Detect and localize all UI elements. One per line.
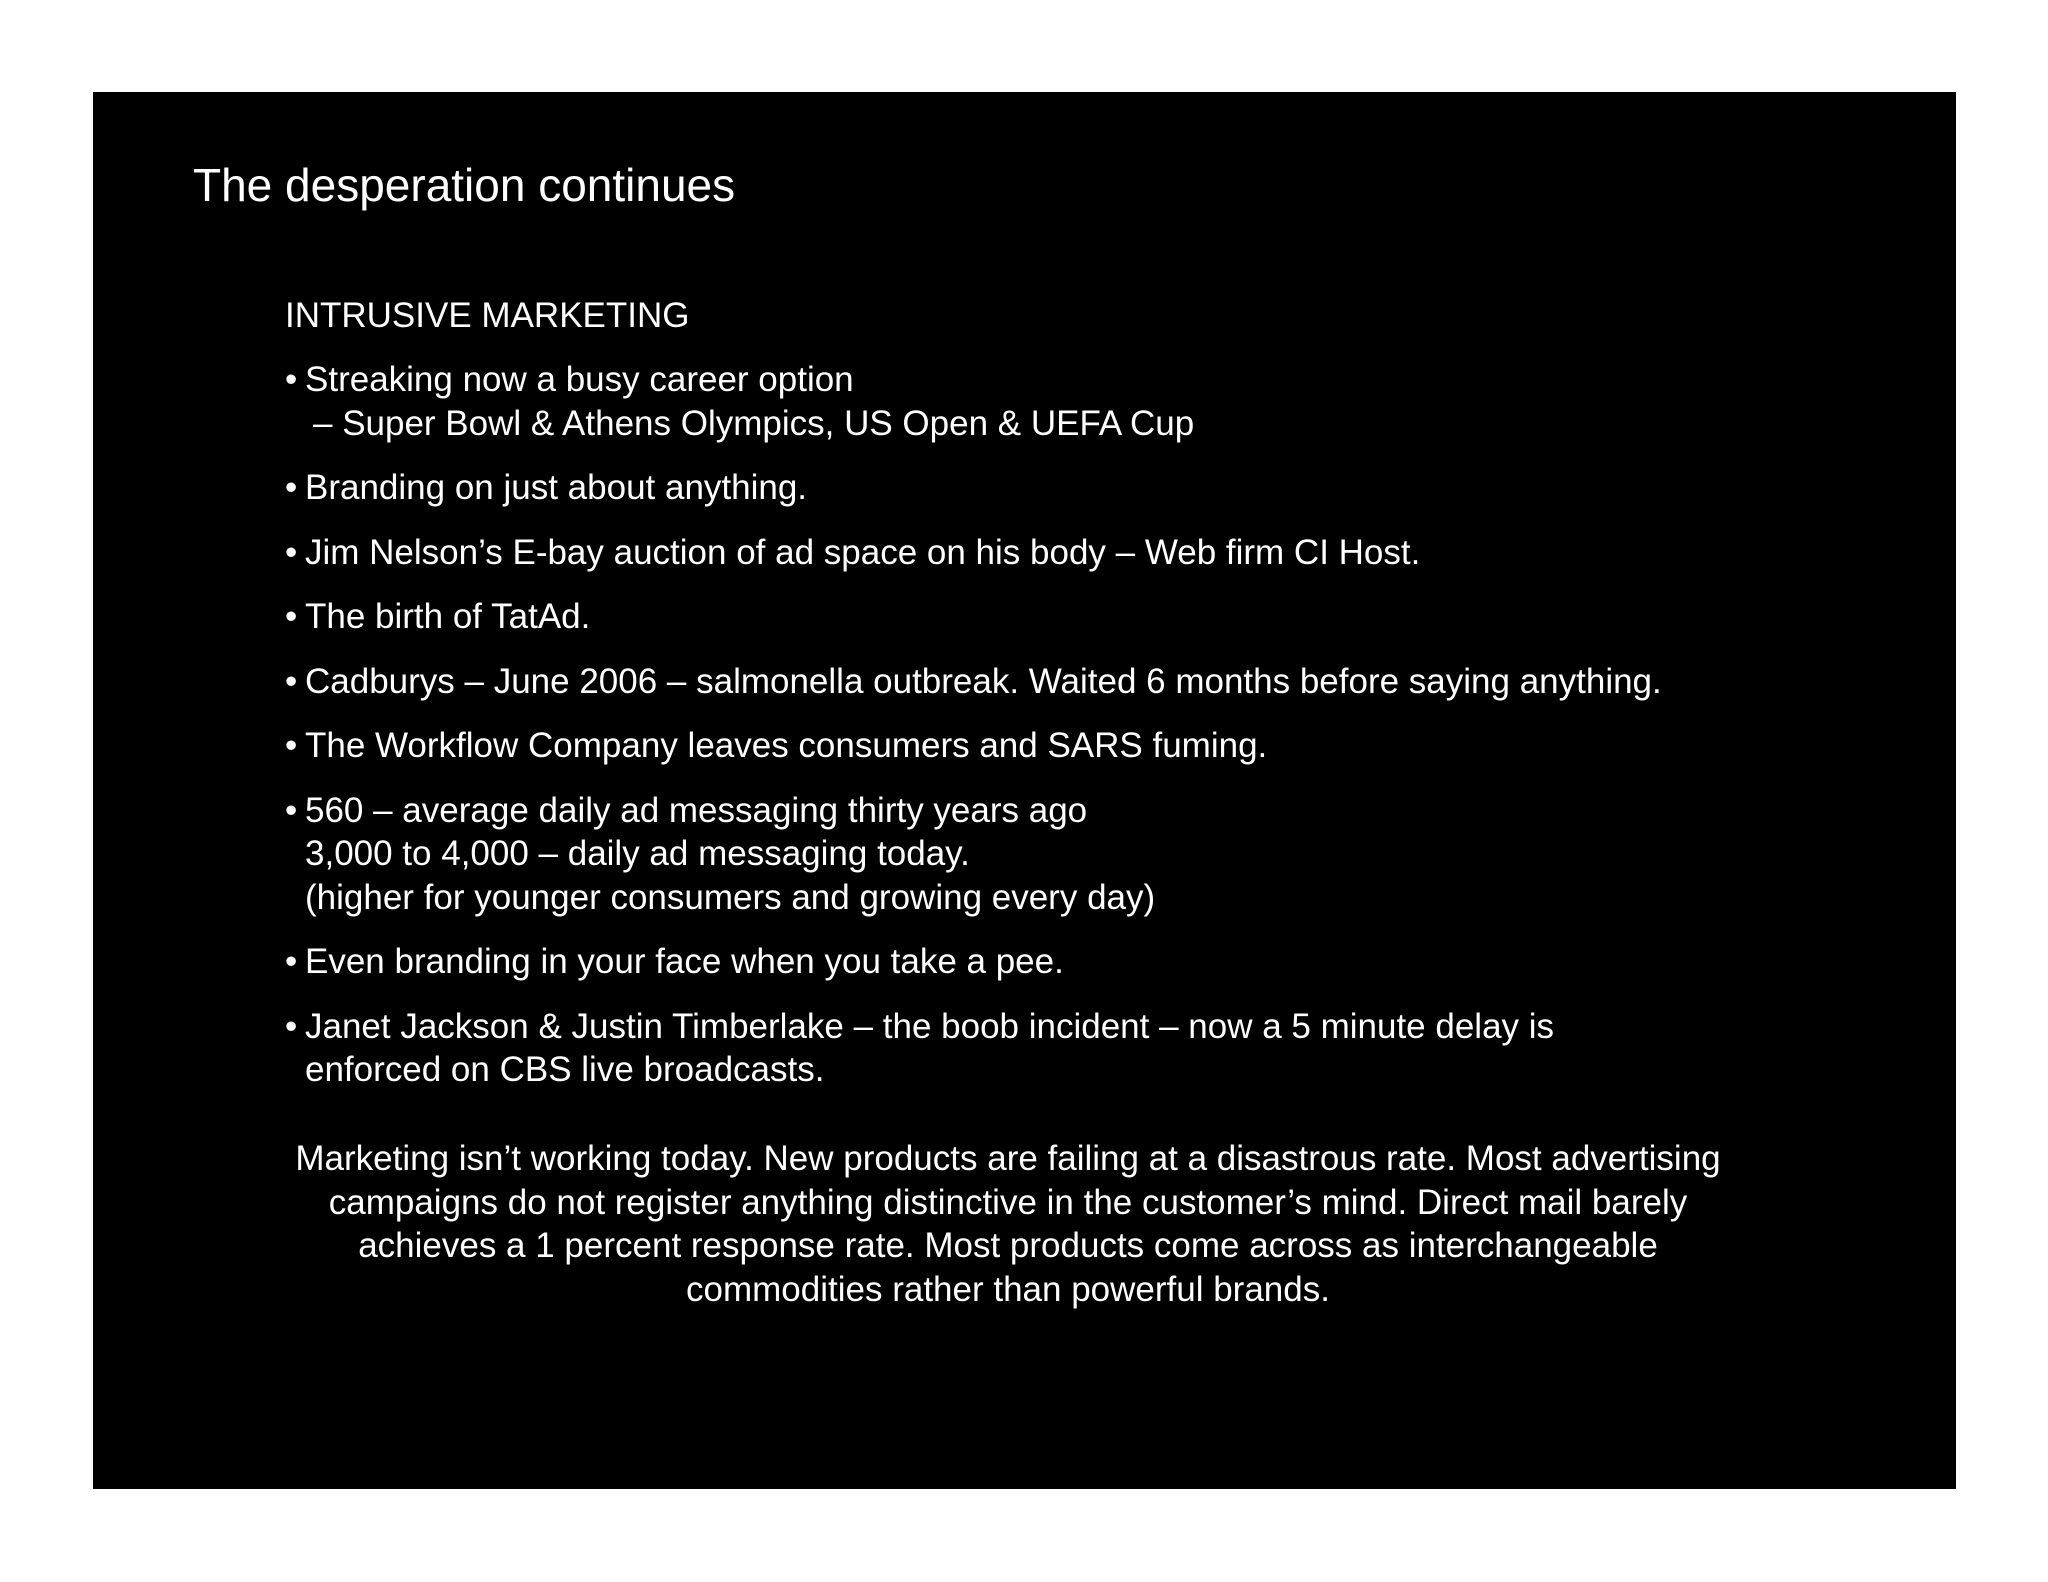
bullet-subtext: – Super Bowl & Athens Olympics, US Open & UEFA Cup (313, 403, 1195, 443)
bullet-item (285, 1005, 1662, 1092)
bullet-text: 560 – average daily ad messaging thirty years ago (305, 790, 1088, 830)
bullet-text: The Workflow Company leaves consumers and SARS fuming. (305, 726, 1268, 765)
section-heading: INTRUSIVE MARKETING (285, 296, 690, 335)
bullet-text: Even branding in your face when you take a pee. (305, 942, 1064, 981)
bullet-marker: • (285, 1006, 298, 1046)
bullet-marker: • (285, 468, 298, 507)
slide (93, 92, 1956, 1489)
closing-line: campaigns do not register anything distinctive in the customer’s mind. Direct mail barely (328, 1182, 1688, 1222)
bullet-item (285, 531, 1662, 575)
bullet-item (285, 789, 1662, 920)
bullet-text: Streaking now a busy career option (305, 360, 854, 399)
closing-line: achieves a 1 percent response rate. Most products come across as interchangeable (358, 1226, 1658, 1265)
bullet-item (285, 358, 1662, 445)
bullet-marker: • (285, 726, 298, 765)
bullet-text: The birth of TatAd. (305, 597, 591, 636)
bullet-text-continued: 3,000 to 4,000 – daily ad messaging today. (305, 834, 970, 873)
bullet-marker: • (285, 360, 298, 399)
bullet-item (285, 724, 1662, 768)
bullet-text: Janet Jackson & Justin Timberlake – the boob incident – now a 5 minute delay is (305, 1006, 1555, 1046)
bullet-text-continued: enforced on CBS live broadcasts. (305, 1050, 825, 1089)
closing-paragraph (243, 1137, 1773, 1311)
bullet-marker: • (285, 790, 298, 830)
closing-line: Marketing isn’t working today. New products are failing at a disastrous rate. Most advertising (295, 1139, 1721, 1178)
slide-title: The desperation continues (193, 159, 736, 211)
bullet-item (285, 595, 1662, 639)
bullet-marker: • (285, 532, 298, 572)
bullet-item (285, 466, 1662, 510)
bullet-list (285, 358, 1662, 1113)
bullet-marker: • (285, 942, 298, 981)
bullet-item (285, 940, 1662, 984)
bullet-text: Branding on just about anything. (305, 468, 808, 507)
bullet-text: Jim Nelson’s E-bay auction of ad space on his body – Web firm CI Host. (305, 532, 1421, 572)
bullet-text-continued: (higher for younger consumers and growing every day) (305, 877, 1156, 917)
closing-line: commodities rather than powerful brands. (686, 1269, 1330, 1309)
bullet-item (285, 660, 1662, 704)
bullet-text: Cadburys – June 2006 – salmonella outbreak. Waited 6 months before saying anything. (305, 661, 1662, 701)
bullet-marker: • (285, 597, 298, 636)
bullet-marker: • (285, 661, 298, 701)
